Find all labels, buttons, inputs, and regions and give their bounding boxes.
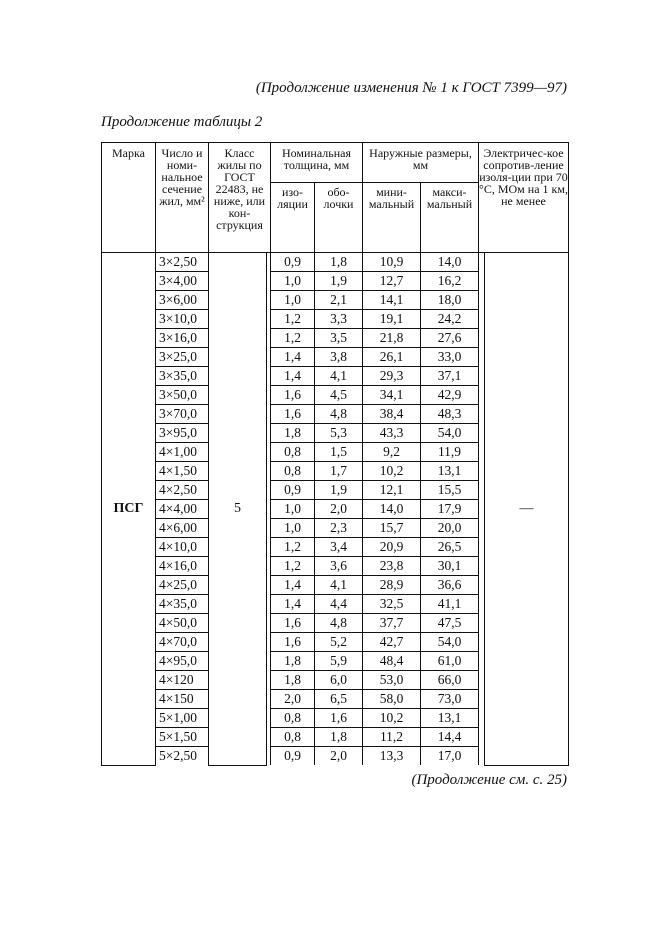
max-dimension-cell: 54,0	[421, 424, 479, 443]
sheath-thickness-cell: 1,6	[315, 709, 363, 728]
min-dimension-cell: 26,1	[363, 348, 421, 367]
cores-section-cell: 4×4,00	[156, 500, 209, 519]
min-dimension-cell: 13,3	[363, 747, 421, 766]
sheath-thickness-cell: 3,3	[315, 310, 363, 329]
sheath-thickness-cell: 3,6	[315, 557, 363, 576]
insulation-thickness-cell: 0,8	[271, 443, 315, 462]
insulation-thickness-cell: 1,8	[271, 424, 315, 443]
sheath-thickness-cell: 1,9	[315, 272, 363, 291]
sheath-thickness-cell: 5,2	[315, 633, 363, 652]
max-dimension-cell: 66,0	[421, 671, 479, 690]
max-dimension-cell: 24,2	[421, 310, 479, 329]
min-dimension-cell: 12,1	[363, 481, 421, 500]
min-dimension-cell: 34,1	[363, 386, 421, 405]
sheath-thickness-cell: 6,5	[315, 690, 363, 709]
sheath-thickness-cell: 1,5	[315, 443, 363, 462]
min-dimension-cell: 37,7	[363, 614, 421, 633]
insulation-thickness-cell: 0,9	[271, 253, 315, 272]
cores-section-cell: 5×2,50	[156, 747, 209, 766]
cores-section-cell: 3×35,0	[156, 367, 209, 386]
max-dimension-cell: 47,5	[421, 614, 479, 633]
insulation-thickness-cell: 1,2	[271, 557, 315, 576]
min-dimension-cell: 48,4	[363, 652, 421, 671]
insulation-resistance-cell: —	[485, 253, 569, 766]
sheath-thickness-cell: 1,9	[315, 481, 363, 500]
max-dimension-cell: 73,0	[421, 690, 479, 709]
max-dimension-cell: 17,0	[421, 747, 479, 766]
cores-section-cell: 4×70,0	[156, 633, 209, 652]
header-cores-section: Число и номи-нальное сечение жил, мм²	[156, 143, 209, 253]
cores-section-cell: 4×10,0	[156, 538, 209, 557]
min-dimension-cell: 12,7	[363, 272, 421, 291]
cores-section-cell: 5×1,50	[156, 728, 209, 747]
sheath-thickness-cell: 2,1	[315, 291, 363, 310]
cores-section-cell: 4×6,00	[156, 519, 209, 538]
sheath-thickness-cell: 5,9	[315, 652, 363, 671]
cores-section-cell: 3×10,0	[156, 310, 209, 329]
cores-section-cell: 4×1,50	[156, 462, 209, 481]
min-dimension-cell: 10,2	[363, 462, 421, 481]
max-dimension-cell: 17,9	[421, 500, 479, 519]
cores-section-cell: 3×70,0	[156, 405, 209, 424]
max-dimension-cell: 41,1	[421, 595, 479, 614]
min-dimension-cell: 28,9	[363, 576, 421, 595]
sheath-thickness-cell: 3,8	[315, 348, 363, 367]
sheath-thickness-cell: 4,5	[315, 386, 363, 405]
header-dimension-max: макси-мальный	[421, 183, 479, 253]
cores-section-cell: 4×95,0	[156, 652, 209, 671]
cores-section-cell: 4×150	[156, 690, 209, 709]
max-dimension-cell: 54,0	[421, 633, 479, 652]
insulation-thickness-cell: 0,9	[271, 747, 315, 766]
max-dimension-cell: 13,1	[421, 709, 479, 728]
max-dimension-cell: 14,0	[421, 253, 479, 272]
insulation-thickness-cell: 1,6	[271, 633, 315, 652]
max-dimension-cell: 27,6	[421, 329, 479, 348]
min-dimension-cell: 9,2	[363, 443, 421, 462]
sheath-thickness-cell: 3,4	[315, 538, 363, 557]
min-dimension-cell: 42,7	[363, 633, 421, 652]
conductor-class-cell: 5	[209, 253, 267, 766]
cores-section-cell: 3×4,00	[156, 272, 209, 291]
continuation-footer-note: (Продолжение см. с. 25)	[411, 772, 567, 788]
insulation-thickness-cell: 1,6	[271, 405, 315, 424]
cores-section-cell: 4×2,50	[156, 481, 209, 500]
sheath-thickness-cell: 3,5	[315, 329, 363, 348]
max-dimension-cell: 42,9	[421, 386, 479, 405]
sheath-thickness-cell: 1,8	[315, 253, 363, 272]
min-dimension-cell: 11,2	[363, 728, 421, 747]
continuation-header-note: (Продолжение изменения № 1 к ГОСТ 7399—97)	[255, 80, 567, 96]
cores-section-cell: 3×95,0	[156, 424, 209, 443]
header-outer-dimensions: Наружные размеры, мм	[363, 143, 479, 183]
max-dimension-cell: 16,2	[421, 272, 479, 291]
insulation-thickness-cell: 1,4	[271, 367, 315, 386]
insulation-thickness-cell: 1,4	[271, 595, 315, 614]
min-dimension-cell: 23,8	[363, 557, 421, 576]
insulation-thickness-cell: 1,8	[271, 652, 315, 671]
header-thickness-sheath: обо-лочки	[315, 183, 363, 253]
cores-section-cell: 4×1,00	[156, 443, 209, 462]
sheath-thickness-cell: 4,1	[315, 367, 363, 386]
sheath-thickness-cell: 4,4	[315, 595, 363, 614]
header-nominal-thickness: Номинальная толщина, мм	[271, 143, 363, 183]
max-dimension-cell: 37,1	[421, 367, 479, 386]
insulation-thickness-cell: 0,8	[271, 728, 315, 747]
min-dimension-cell: 14,0	[363, 500, 421, 519]
max-dimension-cell: 61,0	[421, 652, 479, 671]
min-dimension-cell: 21,8	[363, 329, 421, 348]
header-thickness-insulation: изо-ляции	[271, 183, 315, 253]
max-dimension-cell: 48,3	[421, 405, 479, 424]
cores-section-cell: 3×50,0	[156, 386, 209, 405]
insulation-thickness-cell: 0,9	[271, 481, 315, 500]
insulation-thickness-cell: 1,4	[271, 348, 315, 367]
sheath-thickness-cell: 4,8	[315, 405, 363, 424]
max-dimension-cell: 20,0	[421, 519, 479, 538]
min-dimension-cell: 53,0	[363, 671, 421, 690]
min-dimension-cell: 20,9	[363, 538, 421, 557]
header-insulation-resistance: Электричес-кое сопротив-ление изоля-ции при 70 °С, МОм на 1 км, не менее	[479, 143, 569, 253]
min-dimension-cell: 58,0	[363, 690, 421, 709]
cores-section-cell: 4×16,0	[156, 557, 209, 576]
sheath-thickness-cell: 4,1	[315, 576, 363, 595]
table-caption: Продолжение таблицы 2	[101, 114, 263, 130]
min-dimension-cell: 29,3	[363, 367, 421, 386]
min-dimension-cell: 38,4	[363, 405, 421, 424]
header-brand: Марка	[102, 143, 156, 253]
sheath-thickness-cell: 6,0	[315, 671, 363, 690]
header-conductor-class: Класс жилы по ГОСТ 22483, не ниже, или кон-струкция	[209, 143, 271, 253]
table-body	[102, 253, 569, 766]
header-dimension-min: мини-мальный	[363, 183, 421, 253]
min-dimension-cell: 14,1	[363, 291, 421, 310]
max-dimension-cell: 26,5	[421, 538, 479, 557]
insulation-thickness-cell: 1,2	[271, 329, 315, 348]
sheath-thickness-cell: 2,3	[315, 519, 363, 538]
insulation-thickness-cell: 0,8	[271, 709, 315, 728]
insulation-thickness-cell: 1,0	[271, 272, 315, 291]
insulation-thickness-cell: 2,0	[271, 690, 315, 709]
cores-section-cell: 4×120	[156, 671, 209, 690]
table-row	[102, 253, 569, 272]
cores-section-cell: 3×16,0	[156, 329, 209, 348]
max-dimension-cell: 13,1	[421, 462, 479, 481]
cores-section-cell: 4×35,0	[156, 595, 209, 614]
sheath-thickness-cell: 2,0	[315, 747, 363, 766]
insulation-thickness-cell: 1,0	[271, 500, 315, 519]
cores-section-cell: 4×25,0	[156, 576, 209, 595]
insulation-thickness-cell: 1,6	[271, 386, 315, 405]
max-dimension-cell: 33,0	[421, 348, 479, 367]
min-dimension-cell: 32,5	[363, 595, 421, 614]
min-dimension-cell: 43,3	[363, 424, 421, 443]
sheath-thickness-cell: 5,3	[315, 424, 363, 443]
max-dimension-cell: 18,0	[421, 291, 479, 310]
min-dimension-cell: 10,2	[363, 709, 421, 728]
max-dimension-cell: 15,5	[421, 481, 479, 500]
max-dimension-cell: 30,1	[421, 557, 479, 576]
cores-section-cell: 3×25,0	[156, 348, 209, 367]
insulation-thickness-cell: 1,8	[271, 671, 315, 690]
max-dimension-cell: 14,4	[421, 728, 479, 747]
insulation-thickness-cell: 1,2	[271, 310, 315, 329]
insulation-thickness-cell: 1,0	[271, 291, 315, 310]
insulation-thickness-cell: 1,0	[271, 519, 315, 538]
cores-section-cell: 5×1,00	[156, 709, 209, 728]
min-dimension-cell: 10,9	[363, 253, 421, 272]
sheath-thickness-cell: 2,0	[315, 500, 363, 519]
min-dimension-cell: 19,1	[363, 310, 421, 329]
sheath-thickness-cell: 1,7	[315, 462, 363, 481]
brand-cell: ПСГ	[102, 253, 156, 766]
insulation-thickness-cell: 1,2	[271, 538, 315, 557]
sheath-thickness-cell: 4,8	[315, 614, 363, 633]
insulation-thickness-cell: 0,8	[271, 462, 315, 481]
max-dimension-cell: 36,6	[421, 576, 479, 595]
max-dimension-cell: 11,9	[421, 443, 479, 462]
cores-section-cell: 3×2,50	[156, 253, 209, 272]
cores-section-cell: 3×6,00	[156, 291, 209, 310]
sheath-thickness-cell: 1,8	[315, 728, 363, 747]
cable-spec-table	[101, 142, 569, 766]
cores-section-cell: 4×50,0	[156, 614, 209, 633]
insulation-thickness-cell: 1,6	[271, 614, 315, 633]
insulation-thickness-cell: 1,4	[271, 576, 315, 595]
min-dimension-cell: 15,7	[363, 519, 421, 538]
